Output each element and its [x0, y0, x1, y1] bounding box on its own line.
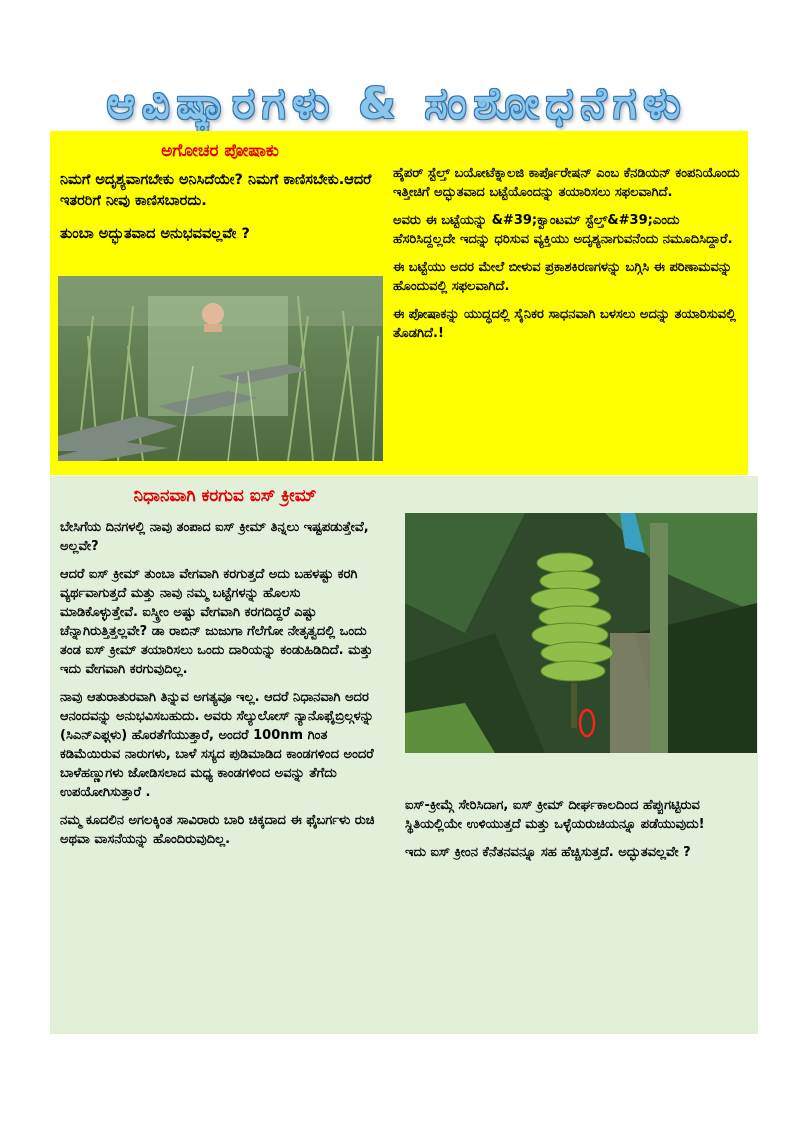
- cloak-article: [393, 164, 745, 352]
- cloak-intro: [60, 170, 378, 257]
- ice-cream-article: [60, 518, 378, 858]
- banana-plant-photo: [405, 513, 757, 753]
- ice-cream-paragraph: ನಾವು ಆತುರಾತುರವಾಗಿ ತಿನ್ನುವ ಅಗತ್ಯವೂ ಇಲ್ಲ. ಆದರೆ ನಿಧಾನವಾಗಿ ಅದರ ಆನಂದವನ್ನು ಅನುಭವಿಸಬಹುದು. ಅವರು ಸೆಲ್ಯುಲೋಸ್ ನ್ಯಾನೊಫೈಬ್ರಿಲ್ಗಳನ್ನು (ಸಿಎನ್ಎಫ್ಗಳು) ಹೊರತೆಗೆಯುತ್ತಾರೆ, ಅಂದರೆ 100nm ಗಿಂತ ಕಡಿಮೆಯಿರುವ ನಾರುಗಳು, ಬಾಳೆ ಸಸ್ಯದ ಪುಡಿಮಾಡಿದ ಕಾಂಡಗಳಿಂದ ಅಂದರೆ ಬಾಳೆಹಣ್ಣುಗಳು ಜೋಡಿಸಲಾದ ಮಧ್ಯ ಕಾಂಡಗಳಿಂದ ಅವನ್ನು ತೆಗೆದು ಉಪಯೋಗಿಸುತ್ತಾರೆ .: [60, 690, 374, 800]
- banana-plant-image: [405, 513, 757, 753]
- cloak-paragraph: ಹೈಪರ್ ಸ್ಟೆಲ್ತ್ ಬಯೋಟೆಕ್ನಾಲಜಿ ಕಾರ್ಪೊರೇಷನ್ ಎಂಬ ಕೆನಡಿಯನ್ ಕಂಪನಿಯೊಂದು ಇತ್ತೀಚಿಗೆ ಅದ್ಭುತವಾದ ಬಟ್ಟೆಯೊಂದನ್ನು ತಯಾರಿಸಲು ಸಫಲವಾಗಿದೆ.: [393, 166, 740, 200]
- ice-cream-side-text: [405, 796, 755, 871]
- ice-cream-paragraph: ಬೇಸಿಗೆಯ ದಿನಗಳಲ್ಲಿ ನಾವು ತಂಪಾದ ಐಸ್ ಕ್ರೀಮ್ ತಿನ್ನಲು ಇಷ್ಟಪಡುತ್ತೇವೆ, ಅಲ್ಲವೇ?: [60, 520, 369, 554]
- ice-cream-side-paragraph: ಐಸ್-ಕ್ರೀಮ್ಗೆ ಸೇರಿಸಿದಾಗ, ಐಸ್ ಕ್ರೀಮ್ ದೀರ್ಘಕಾಲದಿಂದ ಹೆಪ್ಪುಗಟ್ಟಿರುವ ಸ್ಥಿತಿಯಲ್ಲಿಯೇ ಉಳಿಯುತ್ತದೆ ಮತ್ತು ಒಳ್ಳೆಯರುಚಿಯನ್ನೂ ಪಡೆಯುವುದು!: [405, 798, 705, 832]
- cloak-photo-image: [58, 276, 383, 461]
- cloak-paragraph: ಅವರು ಈ ಬಟ್ಟೆಯನ್ನು &#39;ಕ್ವಾಂಟಮ್ ಸ್ಟೆಲ್ತ್&#39;ಎಂದು ಹೆಸರಿಸಿದ್ದಲ್ಲದೇ ಇದನ್ನು ಧರಿಸುವ ವ್ಯಕ್ತಿಯು ಅದೃಶ್ಯನಾಗುವನೆಂದು ನಮೂದಿಸಿದ್ದಾರೆ.: [393, 213, 733, 247]
- cloak-intro-question: ತುಂಬಾ ಅದ್ಭುತವಾದ ಅನುಭವವಲ್ಲವೇ ?: [60, 226, 250, 242]
- section-title-ice-cream: ನಿಧಾನವಾಗಿ ಕರಗುವ ಐಸ್ ಕ್ರೀಮ್: [133, 486, 317, 506]
- page-title: ಆವಿಷ್ಕಾರಗಳು & ಸಂಶೋಧನೆಗಳು: [106, 79, 688, 129]
- cloak-intro-paragraph: ನಿಮಗೆ ಅದೃಶ್ಯವಾಗಬೇಕು ಅನಿಸಿದೆಯೇ? ನಿಮಗೆ ಕಾಣಿಸಬೇಕು.ಆದರೆ ಇತರರಿಗೆ ನೀವು ಕಾಣಿಸಬಾರದು.: [60, 172, 372, 209]
- ice-cream-paragraph: ಆದರೆ ಐಸ್ ಕ್ರೀಮ್ ತುಂಬಾ ವೇಗವಾಗಿ ಕರಗುತ್ತದೆ ಅದು ಬಹಳಷ್ಟು ಕರಗಿ ವ್ಯರ್ಥವಾಗುತ್ತದೆ ಮತ್ತು ನಾವು ನಮ್ಮ ಬಟ್ಟೆಗಳನ್ನು ಹೊಲಸು ಮಾಡಿಕೊಳ್ಳುತ್ತೇವೆ. ಐಸ್ಕ್ರೀಂ ಅಷ್ಟು ವೇಗವಾಗಿ ಕರಗದಿದ್ದರೆ ಎಷ್ಟು ಚೆನ್ನಾಗಿರುತ್ತಿತ್ತಲ್ಲವೇ? ಡಾ ರಾಬಿನ್ ಜುಜುಗಾ ಗೆಲೆಗೋ ನೇತೃತ್ವದಲ್ಲಿ ಒಂದು ತಂಡ ಐಸ್ ಕ್ರೀಮ್ ತಯಾರಿಸಲು ಒಂದು ದಾರಿಯನ್ನು ಕಂಡುಹಿಡಿದಿದೆ. ಮತ್ತು ಇದು ವೇಗವಾಗಿ ಕರಗುವುದಿಲ್ಲ.: [60, 567, 373, 677]
- cloak-paragraph: ಈ ಬಟ್ಟೆಯು ಅದರ ಮೇಲೆ ಬೀಳುವ ಪ್ರಕಾಶಕಿರಣಗಳನ್ನು ಬಗ್ಗಿಸಿ ಈ ಪರಿಣಾಮವನ್ನು ಹೊಂದುವಲ್ಲಿ ಸಫಲವಾಗಿದೆ.: [393, 260, 733, 294]
- ice-cream-paragraph: ನಮ್ಮ ಕೂದಲಿನ ಅಗಲಕ್ಕಿಂತ ಸಾವಿರಾರು ಬಾರಿ ಚಿಕ್ಕದಾದ ಈ ಫೈಬರ್ಗಳು ರುಚಿ ಅಥವಾ ವಾಸನೆಯನ್ನು ಹೊಂದಿರುವುದಿಲ್ಲ.: [60, 813, 375, 847]
- cloak-paragraph: ಈ ಪೋಷಾಕನ್ನು ಯುದ್ಧದಲ್ಲಿ ಸೈನಿಕರ ಸಾಧನವಾಗಿ ಬಳಸಲು ಅದನ್ನು ತಯಾರಿಸುವಲ್ಲಿ ತೊಡಗಿದೆ.!: [393, 307, 736, 341]
- ice-cream-side-paragraph: ಇದು ಐಸ್ ಕ್ರೀಂನ ಕೆನೆತನವನ್ನೂ ಸಹ ಹೆಚ್ಚಿಸುತ್ತದೆ. ಅದ್ಭುತವಲ್ಲವೇ ?: [405, 845, 691, 860]
- section-title-cloak: ಅಗೋಚರ ಪೋಷಾಕು: [161, 141, 279, 161]
- cloak-photo: [58, 276, 383, 461]
